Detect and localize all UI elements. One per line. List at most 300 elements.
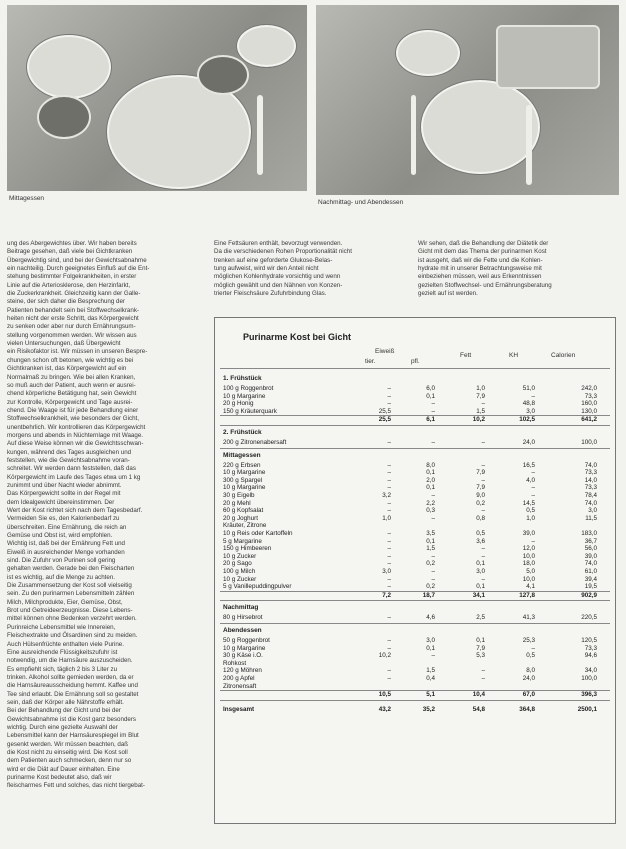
- fett-cell: 0,5: [476, 530, 485, 537]
- text-line: Wir sehen, daß die Behandlung der Diätetik der: [418, 240, 549, 247]
- eiweiss-tier-cell: 25,5: [378, 407, 391, 415]
- kh-cell: –: [531, 492, 535, 499]
- fett-cell: 34,1: [472, 591, 485, 599]
- nutrition-table: [214, 317, 616, 824]
- text-line: Die Zusammensetzung der Kost soll vielseitig: [7, 582, 132, 590]
- header-kalorien: Calorien: [551, 352, 576, 359]
- food-label-cell: 30 g Käse i.Ö.: [223, 652, 263, 660]
- text-line: Lebensmittel kann der Harnsäurespiegel im Blut: [7, 732, 139, 740]
- text-line: Stoffwechselkrankheit, wie besonders der Gicht,: [7, 415, 139, 423]
- eiweiss-pfl-cell: 0,4: [426, 675, 435, 682]
- cutlery-shape: [411, 95, 416, 175]
- fett-cell: 1,5: [476, 407, 485, 415]
- text-line: so muß auch der Patient, auch wenn er ausrei-: [7, 381, 136, 389]
- fett-cell: 0,1: [476, 560, 485, 568]
- kh-cell: 3,0: [526, 407, 535, 415]
- eiweiss-tier-cell: –: [387, 469, 391, 477]
- cutlery-shape: [257, 95, 263, 175]
- food-label-cell: 20 g Mehl: [223, 499, 251, 507]
- eiweiss-pfl-cell: –: [431, 552, 435, 560]
- kh-cell: 48,8: [522, 400, 535, 408]
- eiweiss-pfl-cell: 3,0: [426, 637, 435, 644]
- kh-cell: 24,0: [522, 439, 535, 446]
- eiweiss-pfl-cell: 0,1: [426, 537, 435, 545]
- kh-cell: –: [531, 644, 535, 652]
- text-line: die Zuckerkrankheit. Gleichzeitig kann der Galle-: [7, 290, 141, 298]
- food-label-cell: 80 g Hirsebrot: [223, 614, 263, 622]
- eiweiss-pfl-cell: –: [431, 492, 435, 499]
- text-line: die Harnsäureausscheidung hemmt. Kaffee und: [7, 682, 138, 690]
- kalorien-cell: 130,0: [581, 407, 597, 415]
- table-row: [223, 439, 607, 447]
- kh-cell: 127,8: [519, 591, 535, 599]
- middle-text-column: [214, 240, 410, 298]
- kh-cell: 18,0: [522, 560, 535, 568]
- text-line: Gicht mit dem das Thema der purinarmen Kost: [418, 248, 547, 256]
- kalorien-cell: 74,0: [584, 499, 597, 507]
- dish-shape: [496, 25, 600, 89]
- section-heading: 1. Frühstück: [223, 375, 262, 382]
- text-line: sein, daß der Körper alle Nährstoffe erhält.: [7, 698, 124, 706]
- food-label-cell: 10 g Zucker: [223, 552, 257, 560]
- text-line: Fleischextrakte und Ölsardinen sind zu meiden.: [7, 632, 138, 640]
- kh-cell: 10,0: [522, 552, 535, 560]
- kalorien-cell: 61,0: [584, 568, 597, 575]
- text-line: Eine ausreichende Flüssigkeitszufuhr ist: [7, 648, 118, 656]
- fett-cell: –: [481, 439, 485, 446]
- eiweiss-tier-cell: –: [387, 484, 391, 492]
- eiweiss-tier-cell: 10,5: [378, 691, 391, 699]
- kalorien-cell: 36,7: [584, 537, 597, 545]
- food-label-cell: 10 g Margarine: [223, 644, 266, 652]
- kh-cell: 4,0: [526, 476, 535, 484]
- text-line: Milch, Milchprodukte, Eier, Gemüse, Obst,: [7, 598, 123, 606]
- text-line: Eine Fettsäuren enthält, bevorzugt verwenden.: [214, 240, 343, 247]
- food-label-cell: 10 g Margarine: [223, 392, 266, 400]
- eiweiss-tier-cell: –: [387, 476, 391, 484]
- kh-cell: 364,8: [519, 705, 535, 713]
- text-line: ung des Abergewichtes über. Wir haben bereits: [7, 240, 137, 247]
- fett-cell: 7,9: [476, 392, 485, 400]
- eiweiss-pfl-cell: 5,1: [426, 691, 435, 699]
- kh-cell: –: [531, 484, 535, 492]
- food-label-cell: 10 g Reis oder Kartoffeln: [223, 530, 293, 537]
- food-label-cell: Kräuter, Zitrone: [223, 522, 267, 530]
- eiweiss-pfl-cell: 0,1: [426, 644, 435, 652]
- section-sum-row: [223, 416, 607, 424]
- text-line: notwendig, um die Harnsäure auszuscheiden.: [7, 657, 133, 665]
- text-line: morgens und abends in Nüchternlage mit Waage.: [7, 431, 143, 439]
- text-line: Wert der Kost richtet sich nach dem Tagesbedarf.: [7, 507, 143, 514]
- text-line: stellung vorgenommen werden. Wir wissen aus: [7, 331, 137, 339]
- fett-cell: 7,9: [476, 644, 485, 652]
- kalorien-cell: 14,0: [584, 476, 597, 484]
- plate-shape: [27, 35, 111, 99]
- table-title: Purinarme Kost bei Gicht: [243, 332, 352, 342]
- fett-cell: 0,8: [476, 514, 485, 522]
- text-line: Patienten behandelt sein bei Stoffwechselkrank-: [7, 306, 139, 314]
- fett-cell: –: [481, 507, 485, 515]
- table-row: [223, 614, 607, 622]
- eiweiss-tier-cell: –: [387, 575, 391, 583]
- eiweiss-pfl-cell: –: [431, 652, 435, 660]
- fett-cell: 10,4: [472, 691, 485, 699]
- total-label: Insgesamt: [223, 705, 255, 713]
- bowl-shape: [197, 55, 249, 95]
- table-rule: [220, 700, 610, 701]
- eiweiss-pfl-cell: 0,2: [426, 583, 435, 591]
- text-line: trierter Fleischsäure Zufuhrbindung Glas.: [214, 290, 327, 298]
- header-tier: tier.: [365, 358, 376, 365]
- plate-shape: [237, 25, 296, 67]
- text-line: zur Kontrolle, Körpergewicht und Tage ausrei-: [7, 398, 133, 406]
- fett-cell: 10,2: [472, 416, 485, 424]
- eiweiss-tier-cell: –: [387, 392, 391, 400]
- text-line: Körpergewicht im Laufe des Tages etwa um 1 kg: [7, 473, 141, 481]
- eiweiss-tier-cell: –: [387, 400, 391, 408]
- kh-cell: 8,0: [526, 667, 535, 675]
- kalorien-cell: 74,0: [584, 560, 597, 568]
- fett-cell: 5,3: [476, 652, 485, 660]
- kalorien-cell: 74,0: [584, 461, 597, 469]
- plate-shape: [396, 30, 460, 76]
- kalorien-cell: 73,3: [584, 469, 597, 477]
- food-label-cell: 200 g Apfel: [223, 675, 255, 682]
- text-line: möglich gewählt und den Nähnen von Konzen-: [214, 281, 343, 289]
- eiweiss-pfl-cell: –: [431, 568, 435, 575]
- eiweiss-pfl-cell: 0,1: [426, 484, 435, 492]
- food-label-cell: 5 g Margarine: [223, 537, 262, 545]
- fett-cell: 7,9: [476, 469, 485, 477]
- kh-cell: 1,0: [526, 514, 535, 522]
- text-line: trenken auf eine geforderte Glukose-Belas-: [214, 256, 333, 264]
- plate-shape: [421, 80, 540, 174]
- text-line: Purinreiche Lebensmittel wie Innereien,: [7, 623, 116, 631]
- bowl-shape: [37, 95, 91, 139]
- eiweiss-pfl-cell: –: [431, 575, 435, 583]
- food-label-cell: 100 g Milch: [223, 568, 256, 575]
- section-heading: Mittagessen: [223, 451, 261, 459]
- eiweiss-tier-cell: 25,5: [378, 416, 391, 424]
- eiweiss-pfl-cell: 6,0: [426, 385, 435, 392]
- text-line: Beitrage gesehen, daß viele bei Gichtkranken: [7, 248, 133, 256]
- eiweiss-tier-cell: –: [387, 552, 391, 560]
- table-rule: [220, 448, 610, 449]
- eiweiss-tier-cell: –: [387, 461, 391, 469]
- food-label-cell: 120 g Möhren: [223, 667, 262, 675]
- food-label-cell: Zitronensaft: [223, 682, 257, 690]
- kalorien-cell: 94,6: [584, 652, 597, 660]
- fett-cell: –: [481, 552, 485, 560]
- food-label-cell: 60 g Kopfsalat: [223, 507, 264, 515]
- eiweiss-tier-cell: –: [387, 545, 391, 553]
- fett-cell: 2,5: [476, 614, 485, 622]
- text-line: Brot und Getreideerzeugnisse. Diese Lebens-: [7, 607, 133, 615]
- text-line: zunimmt und über Nacht wieder abnimmt.: [7, 481, 122, 489]
- eiweiss-pfl-cell: 0,1: [426, 392, 435, 400]
- text-line: sein. Zu den purinarmen Lebensmitteln zählen: [7, 590, 135, 598]
- eiweiss-tier-cell: 3,2: [382, 492, 391, 499]
- eiweiss-tier-cell: 43,2: [378, 705, 391, 713]
- lunch-caption: Mittagessen: [9, 195, 45, 202]
- fett-cell: –: [481, 575, 485, 583]
- text-line: Eiweiß in ausreichender Menge vorhanden: [7, 548, 125, 556]
- eiweiss-tier-cell: –: [387, 507, 391, 515]
- food-label-cell: 150 g Himbeeren: [223, 545, 272, 553]
- text-line: steine, der sich daher die Besprechung der: [7, 298, 125, 306]
- kh-cell: 41,3: [522, 614, 535, 622]
- food-label-cell: 50 g Roggenbrot: [223, 637, 270, 644]
- text-line: Gemüse und Obst ist, wird empfohlen.: [7, 532, 113, 540]
- fett-cell: 0,1: [476, 637, 485, 644]
- food-label-cell: 150 g Kräuterquark: [223, 407, 277, 415]
- eiweiss-pfl-cell: 3,5: [426, 530, 435, 537]
- total-row: [223, 706, 607, 714]
- eiweiss-tier-cell: –: [387, 614, 391, 622]
- kalorien-cell: 39,4: [584, 575, 597, 583]
- text-line: chend. Die Waage ist für jede Behandlung einer: [7, 406, 139, 414]
- text-line: ist es wichtig, auf die Menge zu achten.: [7, 573, 115, 581]
- kh-cell: 24,0: [522, 675, 535, 682]
- text-line: überschreiten. Eine Ernährung, die reich an: [7, 523, 127, 531]
- text-line: ist ausgeht, daß wir die Fette und die Kohlen-: [418, 256, 543, 264]
- text-line: dem Patienten auch schmecken, denn nur so: [7, 757, 132, 765]
- kalorien-cell: 19,5: [584, 583, 597, 591]
- kh-cell: 5,0: [526, 568, 535, 575]
- text-line: purinarme Kost bedeutet also, daß wir: [7, 774, 112, 781]
- kalorien-cell: 100,0: [581, 675, 597, 682]
- kalorien-cell: 39,0: [584, 552, 597, 560]
- food-label-cell: 10 g Zucker: [223, 575, 257, 583]
- header-kh: KH: [509, 352, 519, 359]
- section-heading: Abendessen: [223, 627, 262, 634]
- fett-cell: –: [481, 545, 485, 553]
- fett-cell: –: [481, 667, 485, 675]
- fett-cell: 1,0: [476, 385, 485, 392]
- text-line: gesenkt werden. Wir müssen beachten, daß: [7, 740, 129, 748]
- section-sum-row: [223, 592, 607, 600]
- kalorien-cell: 220,5: [581, 614, 597, 622]
- kh-cell: 0,5: [526, 652, 535, 660]
- eiweiss-pfl-cell: 6,1: [426, 416, 435, 424]
- kalorien-cell: 56,0: [584, 545, 597, 553]
- text-line: Es empfiehlt sich, täglich 2 bis 3 Liter zu: [7, 665, 118, 673]
- food-label-cell: 220 g Erbsen: [223, 461, 261, 469]
- cutlery-shape: [526, 105, 532, 185]
- kh-cell: 0,5: [526, 507, 535, 515]
- text-line: dem Idealgewicht übereinstimmen. Der: [7, 498, 115, 506]
- text-line: tung aufweist, wird wir den Anteil nicht: [214, 265, 319, 273]
- fett-cell: 7,9: [476, 484, 485, 492]
- eiweiss-tier-cell: –: [387, 385, 391, 392]
- food-label-cell: 100 g Roggenbrot: [223, 385, 274, 392]
- food-label-cell: 20 g Honig: [223, 400, 254, 408]
- text-line: chungen schon oft betonen, wie wichtig es bei: [7, 356, 134, 364]
- table-rule: [220, 600, 610, 601]
- kalorien-cell: 2500,1: [577, 705, 597, 713]
- text-line: die Kost nicht zu einseitig wird. Die Kost soll: [7, 748, 128, 756]
- text-line: Normalmaß zu bringen. Wie bei allen Kranken,: [7, 373, 136, 381]
- eiweiss-tier-cell: 10,2: [378, 652, 391, 660]
- text-line: mittel können ohne Bedenken verzehrt werden.: [7, 615, 137, 623]
- header-eiweiss: Eiweiß: [375, 348, 395, 355]
- text-line: Gewichtsabnahme ist die Kost ganz besonders: [7, 715, 136, 723]
- fett-cell: 3,6: [476, 537, 485, 545]
- food-label-cell: 20 g Joghurt: [223, 514, 259, 522]
- text-line: wichtig. Durch eine gezielte Auswahl der: [7, 723, 118, 731]
- eiweiss-pfl-cell: 4,6: [426, 614, 435, 622]
- kalorien-cell: 100,0: [581, 439, 597, 446]
- fett-cell: 3,0: [476, 568, 485, 575]
- kalorien-cell: 242,0: [581, 385, 597, 392]
- text-line: Da die verschiedenen Rohen Proportionalität nicht: [214, 248, 352, 256]
- kalorien-cell: 160,0: [581, 400, 597, 408]
- lunch-photo: [7, 5, 307, 191]
- eiweiss-pfl-cell: –: [431, 400, 435, 408]
- eiweiss-tier-cell: –: [387, 537, 391, 545]
- kh-cell: –: [531, 469, 535, 477]
- text-line: gezielt auf ist werden.: [418, 290, 478, 298]
- text-line: fleischarmes Fett und solches, das nicht tiergebat-: [7, 782, 145, 790]
- text-line: Auf diese Weise können wir die Gewichtsschwan-: [7, 440, 144, 448]
- kalorien-cell: 3,0: [588, 507, 597, 515]
- kalorien-cell: 78,4: [584, 492, 597, 499]
- eiweiss-pfl-cell: 2,2: [426, 499, 435, 507]
- text-line: Wichtig ist, daß bei der Ernährung Fett und: [7, 540, 125, 548]
- food-label-cell: 10 g Margarine: [223, 484, 266, 492]
- kh-cell: 51,0: [522, 385, 535, 392]
- kalorien-cell: 34,0: [584, 667, 597, 675]
- text-line: einbeziehen müssen, weil aus Erkenntnissen: [418, 273, 542, 281]
- eiweiss-tier-cell: –: [387, 667, 391, 675]
- eiweiss-pfl-cell: 1,5: [426, 545, 435, 553]
- food-label-cell: 10 g Margarine: [223, 469, 266, 477]
- eiweiss-pfl-cell: 18,7: [422, 591, 435, 599]
- header-fett: Fett: [460, 352, 472, 359]
- text-line: Gichtkranken ist, das Körpergewicht auf ein: [7, 365, 127, 373]
- right-text-column: [418, 240, 614, 298]
- text-line: heiten nicht der erste Schritt, das Körpergewicht: [7, 315, 139, 323]
- eiweiss-tier-cell: –: [387, 637, 391, 644]
- text-line: Das Körpergewicht sollte in der Regel mit: [7, 490, 121, 498]
- text-line: Vermeiden Sie es, den Kalorienbedarf zu: [7, 515, 120, 523]
- table-rule: [220, 623, 610, 624]
- text-line: schreitet. Wir werden dann feststellen, daß das: [7, 465, 136, 473]
- kh-cell: 25,3: [522, 637, 535, 644]
- text-line: Bei der Behandlung der Gicht und bei der: [7, 707, 121, 715]
- eiweiss-tier-cell: –: [387, 439, 391, 446]
- kalorien-cell: 73,3: [584, 484, 597, 492]
- food-label-cell: 30 g Eigelb: [223, 492, 255, 499]
- dinner-photo: [316, 5, 619, 195]
- eiweiss-tier-cell: –: [387, 560, 391, 568]
- eiweiss-tier-cell: –: [387, 583, 391, 591]
- fett-cell: –: [481, 400, 485, 408]
- eiweiss-pfl-cell: –: [431, 514, 435, 522]
- eiweiss-tier-cell: –: [387, 530, 391, 537]
- food-label-cell: 300 g Spargel: [223, 476, 263, 484]
- eiweiss-tier-cell: –: [387, 644, 391, 652]
- kh-cell: 4,1: [526, 583, 535, 591]
- section-sum-row: [223, 691, 607, 699]
- kalorien-cell: 73,3: [584, 644, 597, 652]
- text-line: ein nachteilig. Durch geeignetes Einfluß auf die Ent-: [7, 265, 150, 273]
- text-line: feststellen, wie die Gewichtsabnahme voran-: [7, 456, 130, 464]
- kalorien-cell: 73,3: [584, 392, 597, 400]
- kh-cell: 16,5: [522, 461, 535, 469]
- fett-cell: 9,0: [476, 492, 485, 499]
- kh-cell: 102,5: [519, 416, 535, 424]
- food-label-cell: 5 g Vanillepuddingpulver: [223, 583, 292, 591]
- text-line: wird er die Diät auf Dauer einhalten. Eine: [7, 765, 120, 773]
- eiweiss-pfl-cell: 35,2: [422, 705, 435, 713]
- dinner-caption: Nachmittag- und Abendessen: [318, 199, 404, 206]
- eiweiss-tier-cell: 3,0: [382, 568, 391, 575]
- kalorien-cell: 11,5: [585, 514, 597, 522]
- table-rule: [220, 425, 610, 426]
- text-line: sind. Die Zufuhr von Purinen soll gering: [7, 557, 116, 565]
- kh-cell: 14,5: [522, 499, 535, 507]
- text-line: unentbehrlich. Wir kontrollieren das Körpergewicht: [7, 423, 146, 431]
- eiweiss-pfl-cell: 0,2: [426, 560, 435, 568]
- fett-cell: –: [481, 675, 485, 682]
- kh-cell: 39,0: [522, 530, 535, 537]
- kalorien-cell: 641,2: [581, 416, 597, 424]
- eiweiss-pfl-cell: 0,1: [426, 469, 435, 477]
- food-label-cell: Rohkost: [223, 659, 247, 667]
- eiweiss-pfl-cell: 0,3: [426, 507, 435, 515]
- eiweiss-tier-cell: –: [387, 499, 391, 507]
- food-label-cell: 200 g Zitronenabersaft: [223, 439, 287, 446]
- text-line: stehung bestimmter Folgekrankheiten, in erster: [7, 273, 137, 281]
- eiweiss-pfl-cell: –: [431, 439, 435, 446]
- fett-cell: 0,1: [476, 583, 485, 591]
- text-line: trinken. Alkohol sollte gemieden werden, da er: [7, 673, 134, 681]
- eiweiss-pfl-cell: –: [431, 407, 435, 415]
- eiweiss-pfl-cell: 2,0: [426, 476, 435, 484]
- text-line: vielen Untersuchungen, daß Übergewicht: [7, 340, 121, 348]
- kh-cell: 12,0: [522, 545, 535, 553]
- text-line: Übergewichtig sind, und bei der Gewichtsabnahme: [7, 256, 147, 264]
- eiweiss-tier-cell: 7,2: [382, 591, 391, 599]
- text-line: kungen, während des Tages ausgleichen und: [7, 448, 132, 456]
- kh-cell: –: [531, 537, 535, 545]
- section-heading: 2. Frühstück: [223, 429, 262, 436]
- kalorien-cell: 396,3: [581, 691, 597, 699]
- section-heading: Nachmittag: [223, 604, 259, 612]
- text-line: hydrate mit in unserer Betrachtungsweise mit: [418, 265, 542, 273]
- kalorien-cell: 120,5: [581, 637, 597, 644]
- text-line: chend körperliche Betätigung hat, sein Gewicht: [7, 390, 137, 398]
- fett-cell: –: [481, 461, 485, 469]
- eiweiss-tier-cell: 1,0: [382, 514, 391, 522]
- eiweiss-tier-cell: –: [387, 675, 391, 682]
- eiweiss-pfl-cell: 1,5: [426, 667, 435, 675]
- kalorien-cell: 902,9: [581, 591, 597, 599]
- text-line: möglichen Kohlenhydrate vorsichtig und wenn: [214, 273, 341, 281]
- kalorien-cell: 183,0: [581, 530, 597, 537]
- fett-cell: 54,8: [472, 705, 485, 713]
- eiweiss-pfl-cell: 8,0: [426, 461, 435, 469]
- text-line: gehalten werden. Gerade bei den Fleischarten: [7, 565, 135, 573]
- text-line: Linie auf die Arteriosklerose, den Herzinfarkt,: [7, 281, 131, 289]
- text-line: gezielten Stoffwechsel- und Ernährungsberatung: [418, 281, 552, 289]
- kh-cell: 10,0: [522, 575, 535, 583]
- food-label-cell: 20 g Sago: [223, 560, 252, 568]
- text-line: Tee sind erlaubt. Die Ernährung soll so gestaltet: [7, 690, 139, 698]
- fett-cell: 0,2: [476, 499, 485, 507]
- kh-cell: 67,0: [522, 691, 535, 699]
